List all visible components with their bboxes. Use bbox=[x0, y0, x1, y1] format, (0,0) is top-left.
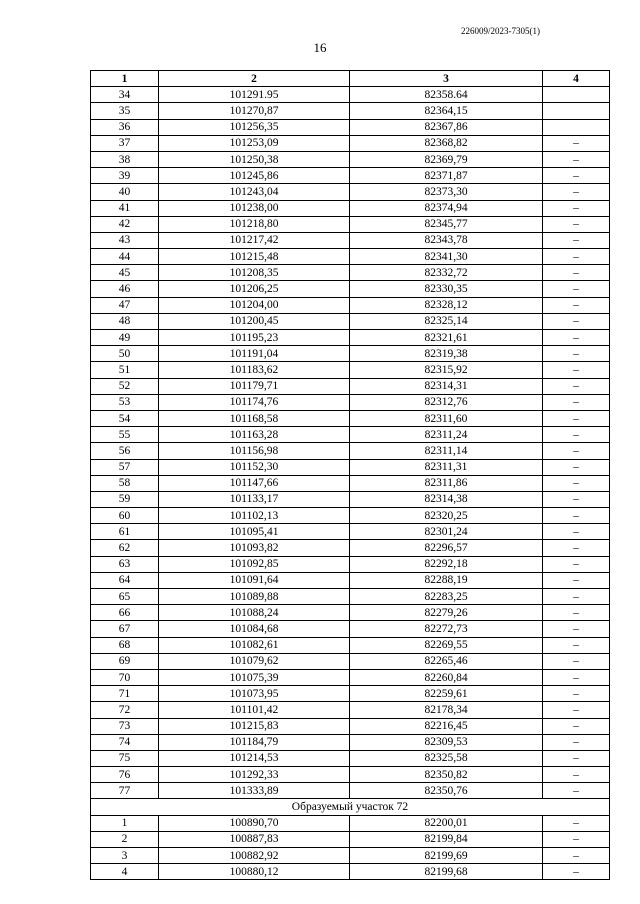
table-cell-col2: 101152,30 bbox=[159, 459, 350, 475]
table-cell-col1: 39 bbox=[91, 168, 159, 184]
table-cell-col3: 82311,86 bbox=[350, 475, 543, 491]
table-cell-col1: 55 bbox=[91, 427, 159, 443]
table-row bbox=[91, 281, 610, 297]
table-cell-col2: 101073,95 bbox=[159, 686, 350, 702]
table-cell-col4: – bbox=[543, 605, 610, 621]
table-cell-col1: 75 bbox=[91, 750, 159, 766]
table-cell-col4: – bbox=[543, 669, 610, 685]
table-cell-col3: 82325,58 bbox=[350, 750, 543, 766]
table-cell-col4: – bbox=[543, 686, 610, 702]
table-cell-col2: 101084,68 bbox=[159, 621, 350, 637]
table-row bbox=[91, 686, 610, 702]
table-cell-col2: 101092,85 bbox=[159, 556, 350, 572]
table-row bbox=[91, 378, 610, 394]
table-cell-col3: 82321,61 bbox=[350, 330, 543, 346]
table-cell-col1: 49 bbox=[91, 330, 159, 346]
table-row bbox=[91, 767, 610, 783]
table-row bbox=[91, 346, 610, 362]
table-row bbox=[91, 232, 610, 248]
document-number: 226009/2023-7305(1) bbox=[461, 26, 540, 36]
table-cell-col2: 101195,23 bbox=[159, 330, 350, 346]
table-row bbox=[91, 491, 610, 507]
section-title: Образуемый участок 72 bbox=[91, 799, 610, 815]
table-cell-col4: – bbox=[543, 297, 610, 313]
table-row bbox=[91, 653, 610, 669]
table-cell-col1: 57 bbox=[91, 459, 159, 475]
table-cell-col2: 101238,00 bbox=[159, 200, 350, 216]
table-cell-col1: 44 bbox=[91, 249, 159, 265]
table-row bbox=[91, 605, 610, 621]
table-cell-col4 bbox=[543, 119, 610, 135]
table-cell-col2: 101206,25 bbox=[159, 281, 350, 297]
table-cell-col3: 82374,94 bbox=[350, 200, 543, 216]
table-cell-col4: – bbox=[543, 475, 610, 491]
table-cell-col2: 101089,88 bbox=[159, 589, 350, 605]
table-cell-col3: 82259,61 bbox=[350, 686, 543, 702]
table-row bbox=[91, 249, 610, 265]
table-cell-col3: 82216,45 bbox=[350, 718, 543, 734]
page-number: 16 bbox=[313, 40, 327, 55]
table-cell-col3: 82330,35 bbox=[350, 281, 543, 297]
table-cell-col3: 82311,31 bbox=[350, 459, 543, 475]
table-row bbox=[91, 168, 610, 184]
table-cell-col1: 47 bbox=[91, 297, 159, 313]
table-cell-col2: 101208,35 bbox=[159, 265, 350, 281]
table-cell-col1: 41 bbox=[91, 200, 159, 216]
table-cell-col3: 82178,34 bbox=[350, 702, 543, 718]
table-cell-col2: 101333,89 bbox=[159, 783, 350, 799]
table-cell-col1: 56 bbox=[91, 443, 159, 459]
table-cell-col3: 82358.64 bbox=[350, 87, 543, 103]
table-cell-col2: 101179,71 bbox=[159, 378, 350, 394]
table-cell-col4: – bbox=[543, 491, 610, 507]
table-cell-col1: 61 bbox=[91, 524, 159, 540]
table-cell-col3: 82311,60 bbox=[350, 410, 543, 426]
table-cell-col1: 35 bbox=[91, 103, 159, 119]
table-cell-col3: 82288,19 bbox=[350, 572, 543, 588]
table-cell-col3: 82350,82 bbox=[350, 767, 543, 783]
table-row bbox=[91, 508, 610, 524]
table-cell-col3: 82314,31 bbox=[350, 378, 543, 394]
table-cell-col4: – bbox=[543, 168, 610, 184]
table-cell-col4: – bbox=[543, 556, 610, 572]
table-row bbox=[91, 734, 610, 750]
table-cell-col1: 64 bbox=[91, 572, 159, 588]
table-cell-col4: – bbox=[543, 346, 610, 362]
table-cell-col1: 34 bbox=[91, 87, 159, 103]
table-row bbox=[91, 362, 610, 378]
table-cell-col4: – bbox=[543, 313, 610, 329]
table-cell-col2: 101091,64 bbox=[159, 572, 350, 588]
table-cell-col2: 101214,53 bbox=[159, 750, 350, 766]
table-cell-col1: 50 bbox=[91, 346, 159, 362]
table-cell-col2: 101102,13 bbox=[159, 508, 350, 524]
table-row bbox=[91, 524, 610, 540]
table-cell-col4: – bbox=[543, 702, 610, 718]
table-cell-col1: 76 bbox=[91, 767, 159, 783]
table-row bbox=[91, 394, 610, 410]
table-cell-col4: – bbox=[543, 394, 610, 410]
table-cell-col2: 101245,86 bbox=[159, 168, 350, 184]
table-cell-col2: 101191,04 bbox=[159, 346, 350, 362]
table-cell-col3: 82265,46 bbox=[350, 653, 543, 669]
table-row bbox=[91, 151, 610, 167]
table-cell-col3: 82269,55 bbox=[350, 637, 543, 653]
table-row bbox=[91, 540, 610, 556]
table-cell-col4: – bbox=[543, 864, 610, 880]
table-cell-col3: 82373,30 bbox=[350, 184, 543, 200]
table-cell-col4: – bbox=[543, 281, 610, 297]
table-row bbox=[91, 589, 610, 605]
table-cell-col2: 101215,48 bbox=[159, 249, 350, 265]
table-cell-col1: 77 bbox=[91, 783, 159, 799]
table-header bbox=[91, 71, 610, 87]
table-cell-col2: 101256,35 bbox=[159, 119, 350, 135]
header-cell-1: 1 bbox=[91, 71, 159, 87]
table-cell-col3: 82328,12 bbox=[350, 297, 543, 313]
table-cell-col2: 101253,09 bbox=[159, 135, 350, 151]
table-cell-col3: 82367,86 bbox=[350, 119, 543, 135]
table-cell-col3: 82200,01 bbox=[350, 815, 543, 831]
table-cell-col1: 37 bbox=[91, 135, 159, 151]
table-cell-col3: 82272,73 bbox=[350, 621, 543, 637]
table-cell-col1: 62 bbox=[91, 540, 159, 556]
table-cell-col3: 82371,87 bbox=[350, 168, 543, 184]
table-cell-col2: 101183,62 bbox=[159, 362, 350, 378]
table-cell-col2: 101174,76 bbox=[159, 394, 350, 410]
table-cell-col2: 100887,83 bbox=[159, 831, 350, 847]
table-cell-col2: 101217,42 bbox=[159, 232, 350, 248]
table-cell-col1: 71 bbox=[91, 686, 159, 702]
table-cell-col4: – bbox=[543, 815, 610, 831]
table-cell-col2: 101200,45 bbox=[159, 313, 350, 329]
table-cell-col1: 40 bbox=[91, 184, 159, 200]
table-cell-col1: 66 bbox=[91, 605, 159, 621]
table-row bbox=[91, 637, 610, 653]
table-cell-col2: 101218,80 bbox=[159, 216, 350, 232]
section-body bbox=[91, 799, 610, 880]
table-cell-col2: 101088,24 bbox=[159, 605, 350, 621]
table-cell-col4: – bbox=[543, 232, 610, 248]
table-cell-col2: 100882,92 bbox=[159, 848, 350, 864]
table-cell-col4: – bbox=[543, 540, 610, 556]
table-cell-col2: 101291.95 bbox=[159, 87, 350, 103]
table-cell-col1: 59 bbox=[91, 491, 159, 507]
table-cell-col4: – bbox=[543, 427, 610, 443]
table-row bbox=[91, 669, 610, 685]
table-cell-col2: 101095,41 bbox=[159, 524, 350, 540]
table-row bbox=[91, 216, 610, 232]
table-row bbox=[91, 848, 610, 864]
table-cell-col1: 51 bbox=[91, 362, 159, 378]
table-row bbox=[91, 87, 610, 103]
table-cell-col4: – bbox=[543, 831, 610, 847]
table-cell-col4: – bbox=[543, 410, 610, 426]
table-cell-col2: 101270,87 bbox=[159, 103, 350, 119]
table-cell-col4: – bbox=[543, 330, 610, 346]
table-row bbox=[91, 459, 610, 475]
table-cell-col4: – bbox=[543, 750, 610, 766]
header-cell-2: 2 bbox=[159, 71, 350, 87]
table-cell-col4: – bbox=[543, 200, 610, 216]
table-cell-col3: 82283,25 bbox=[350, 589, 543, 605]
table-cell-col3: 82311,24 bbox=[350, 427, 543, 443]
table-cell-col3: 82319,38 bbox=[350, 346, 543, 362]
table-cell-col4 bbox=[543, 103, 610, 119]
table-body bbox=[91, 87, 610, 799]
table-cell-col4: – bbox=[543, 589, 610, 605]
table-cell-col3: 82364,15 bbox=[350, 103, 543, 119]
table-cell-col2: 100890,70 bbox=[159, 815, 350, 831]
table-cell-col1: 46 bbox=[91, 281, 159, 297]
table-cell-col4: – bbox=[543, 734, 610, 750]
table-row bbox=[91, 427, 610, 443]
table-cell-col3: 82309,53 bbox=[350, 734, 543, 750]
table-cell-col1: 53 bbox=[91, 394, 159, 410]
table-cell-col1: 54 bbox=[91, 410, 159, 426]
table-cell-col2: 101168,58 bbox=[159, 410, 350, 426]
table-row bbox=[91, 864, 610, 880]
table-cell-col2: 101147,66 bbox=[159, 475, 350, 491]
table-cell-col1: 68 bbox=[91, 637, 159, 653]
table-cell-col2: 101184,79 bbox=[159, 734, 350, 750]
table-cell-col2: 101093,82 bbox=[159, 540, 350, 556]
table-cell-col1: 4 bbox=[91, 864, 159, 880]
table-cell-col4: – bbox=[543, 378, 610, 394]
table-cell-col1: 42 bbox=[91, 216, 159, 232]
coordinates-table bbox=[90, 70, 610, 880]
table-cell-col3: 82350,76 bbox=[350, 783, 543, 799]
table-cell-col2: 100880,12 bbox=[159, 864, 350, 880]
table-cell-col2: 101215,83 bbox=[159, 718, 350, 734]
table-cell-col4: – bbox=[543, 508, 610, 524]
table-row bbox=[91, 718, 610, 734]
table-cell-col2: 101101,42 bbox=[159, 702, 350, 718]
table-cell-col1: 73 bbox=[91, 718, 159, 734]
table-cell-col4: – bbox=[543, 443, 610, 459]
table-cell-col1: 67 bbox=[91, 621, 159, 637]
table-cell-col3: 82296,57 bbox=[350, 540, 543, 556]
table-row bbox=[91, 443, 610, 459]
table-cell-col4: – bbox=[543, 524, 610, 540]
table-row bbox=[91, 135, 610, 151]
table-cell-col3: 82332,72 bbox=[350, 265, 543, 281]
table-cell-col1: 2 bbox=[91, 831, 159, 847]
table-row bbox=[91, 103, 610, 119]
table-cell-col1: 43 bbox=[91, 232, 159, 248]
table-cell-col1: 65 bbox=[91, 589, 159, 605]
table-cell-col1: 58 bbox=[91, 475, 159, 491]
table-row bbox=[91, 702, 610, 718]
table-cell-col1: 74 bbox=[91, 734, 159, 750]
table-cell-col2: 101156,98 bbox=[159, 443, 350, 459]
table-cell-col4: – bbox=[543, 848, 610, 864]
table-cell-col4: – bbox=[543, 151, 610, 167]
table-cell-col4: – bbox=[543, 621, 610, 637]
table-cell-col3: 82199,69 bbox=[350, 848, 543, 864]
table-row bbox=[91, 330, 610, 346]
table-row bbox=[91, 410, 610, 426]
table-cell-col2: 101079,62 bbox=[159, 653, 350, 669]
table-row bbox=[91, 783, 610, 799]
table-row bbox=[91, 750, 610, 766]
table-cell-col3: 82314,38 bbox=[350, 491, 543, 507]
table-cell-col2: 101082,61 bbox=[159, 637, 350, 653]
table-cell-col4: – bbox=[543, 637, 610, 653]
table-row bbox=[91, 119, 610, 135]
table-cell-col2: 101292,33 bbox=[159, 767, 350, 783]
table-cell-col3: 82341,30 bbox=[350, 249, 543, 265]
header-cell-4: 4 bbox=[543, 71, 610, 87]
table-row bbox=[91, 265, 610, 281]
table-cell-col4: – bbox=[543, 362, 610, 378]
table-cell-col3: 82325,14 bbox=[350, 313, 543, 329]
table-cell-col4: – bbox=[543, 135, 610, 151]
table-cell-col1: 45 bbox=[91, 265, 159, 281]
table-cell-col3: 82199,84 bbox=[350, 831, 543, 847]
table-cell-col3: 82292,18 bbox=[350, 556, 543, 572]
table-row bbox=[91, 313, 610, 329]
table-cell-col2: 101133,17 bbox=[159, 491, 350, 507]
table-cell-col4: – bbox=[543, 767, 610, 783]
table-cell-col2: 101204,00 bbox=[159, 297, 350, 313]
table-cell-col4: – bbox=[543, 265, 610, 281]
section-title-row bbox=[91, 799, 610, 815]
table-cell-col3: 82315,92 bbox=[350, 362, 543, 378]
table-row bbox=[91, 572, 610, 588]
table-cell-col4: – bbox=[543, 783, 610, 799]
table-cell-col3: 82368,82 bbox=[350, 135, 543, 151]
table-cell-col2: 101250,38 bbox=[159, 151, 350, 167]
table-cell-col1: 1 bbox=[91, 815, 159, 831]
table-cell-col2: 101163,28 bbox=[159, 427, 350, 443]
table-cell-col4: – bbox=[543, 216, 610, 232]
table-cell-col1: 3 bbox=[91, 848, 159, 864]
table-cell-col4 bbox=[543, 87, 610, 103]
table-cell-col1: 60 bbox=[91, 508, 159, 524]
header-row bbox=[91, 71, 610, 87]
table-cell-col4: – bbox=[543, 184, 610, 200]
table-cell-col3: 82345,77 bbox=[350, 216, 543, 232]
table-cell-col3: 82343,78 bbox=[350, 232, 543, 248]
table-cell-col3: 82312,76 bbox=[350, 394, 543, 410]
table-cell-col3: 82279,26 bbox=[350, 605, 543, 621]
table-cell-col2: 101075,39 bbox=[159, 669, 350, 685]
table-cell-col4: – bbox=[543, 459, 610, 475]
table-cell-col3: 82260,84 bbox=[350, 669, 543, 685]
table-cell-col1: 36 bbox=[91, 119, 159, 135]
table-cell-col1: 63 bbox=[91, 556, 159, 572]
table-row bbox=[91, 556, 610, 572]
table-cell-col4: – bbox=[543, 653, 610, 669]
header-cell-3: 3 bbox=[350, 71, 543, 87]
table-cell-col4: – bbox=[543, 718, 610, 734]
table-row bbox=[91, 815, 610, 831]
table-cell-col4: – bbox=[543, 572, 610, 588]
table-cell-col3: 82311,14 bbox=[350, 443, 543, 459]
table-row bbox=[91, 475, 610, 491]
table-cell-col4: – bbox=[543, 249, 610, 265]
table-row bbox=[91, 184, 610, 200]
table-row bbox=[91, 200, 610, 216]
table-cell-col3: 82199,68 bbox=[350, 864, 543, 880]
table-row bbox=[91, 297, 610, 313]
table-cell-col3: 82369,79 bbox=[350, 151, 543, 167]
table-cell-col1: 69 bbox=[91, 653, 159, 669]
table-cell-col2: 101243,04 bbox=[159, 184, 350, 200]
table-row bbox=[91, 831, 610, 847]
table-row bbox=[91, 621, 610, 637]
table-cell-col1: 52 bbox=[91, 378, 159, 394]
table-cell-col1: 38 bbox=[91, 151, 159, 167]
table-cell-col1: 48 bbox=[91, 313, 159, 329]
table-cell-col3: 82301,24 bbox=[350, 524, 543, 540]
table-cell-col1: 70 bbox=[91, 669, 159, 685]
table-cell-col3: 82320,25 bbox=[350, 508, 543, 524]
table-cell-col1: 72 bbox=[91, 702, 159, 718]
